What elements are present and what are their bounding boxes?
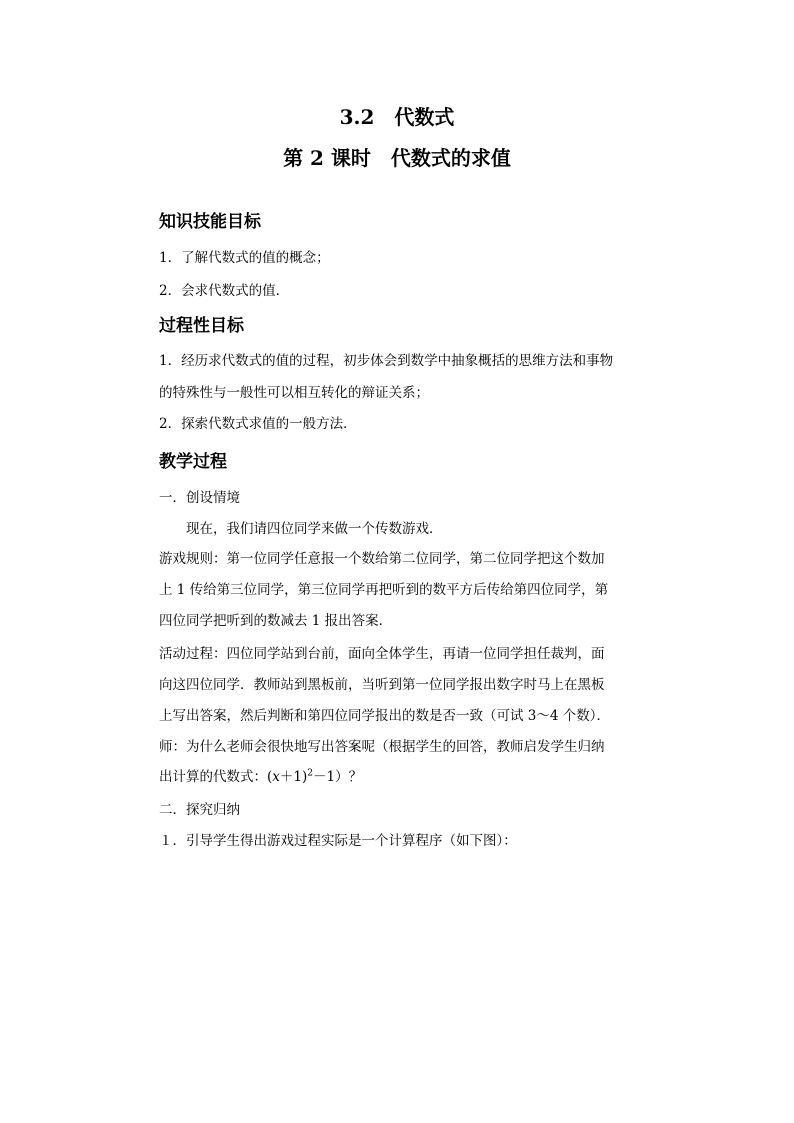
game-rules-line: 四位同学把听到的数减去 1 报出答案． (159, 613, 393, 629)
game-rules-line: 上 1 传给第三位同学，第三位同学再把听到的数平方后传给第四位同学，第 (159, 582, 609, 598)
formula-variable: x (272, 769, 280, 785)
process-goal-line: 的特殊性与一般性可以相互转化的辩证关系； (159, 385, 429, 401)
activity-line: 向这四位同学．教师站到黑板前，当听到第一位同学报出数字时马上在黑板 (159, 677, 605, 693)
formula-middle: ＋1) (279, 769, 308, 785)
part1-title: 一．创设情境 (159, 490, 240, 506)
process-goals-heading: 过程性目标 (159, 316, 244, 336)
activity-line: 活动过程：四位同学站到台前，面向全体学生，再请一位同学担任裁判，面 (159, 646, 605, 662)
lesson-subtitle: 第 2 课时 代数式的求值 (283, 146, 511, 170)
activity-line: 上写出答案，然后判断和第四位同学报出的数是否一致（可试 3～4 个数）． (159, 708, 611, 724)
formula-suffix: －1）？ (313, 769, 363, 785)
teacher-question-formula-line (159, 768, 362, 786)
game-intro: 现在，我们请四位同学来做一个传数游戏． (186, 521, 443, 537)
part2-title: 二．探究归纳 (159, 802, 240, 818)
knowledge-goal-item: 1．了解代数式的值的概念； (159, 250, 330, 266)
part2-item: １．引导学生得出游戏过程实际是一个计算程序（如下图）： (159, 833, 517, 849)
teaching-process-heading: 教学过程 (159, 452, 227, 472)
knowledge-goal-item: 2．会求代数式的值． (159, 283, 290, 299)
process-goal-line: 1．经历求代数式的值的过程，初步体会到数学中抽象概括的思维方法和事物 (159, 353, 614, 369)
knowledge-goals-heading: 知识技能目标 (159, 212, 261, 232)
formula-prefix: 出计算的代数式：( (159, 769, 273, 785)
process-goal-line: 2．探索代数式求值的一般方法． (159, 416, 357, 432)
teacher-question-line: 师：为什么老师会很快地写出答案呢（根据学生的回答，教师启发学生归纳 (159, 739, 605, 755)
formula-exponent: 2 (307, 768, 313, 779)
game-rules-line: 游戏规则：第一位同学任意报一个数给第二位同学，第二位同学把这个数加 (159, 551, 605, 567)
lesson-title: 3.2 代数式 (339, 105, 455, 129)
